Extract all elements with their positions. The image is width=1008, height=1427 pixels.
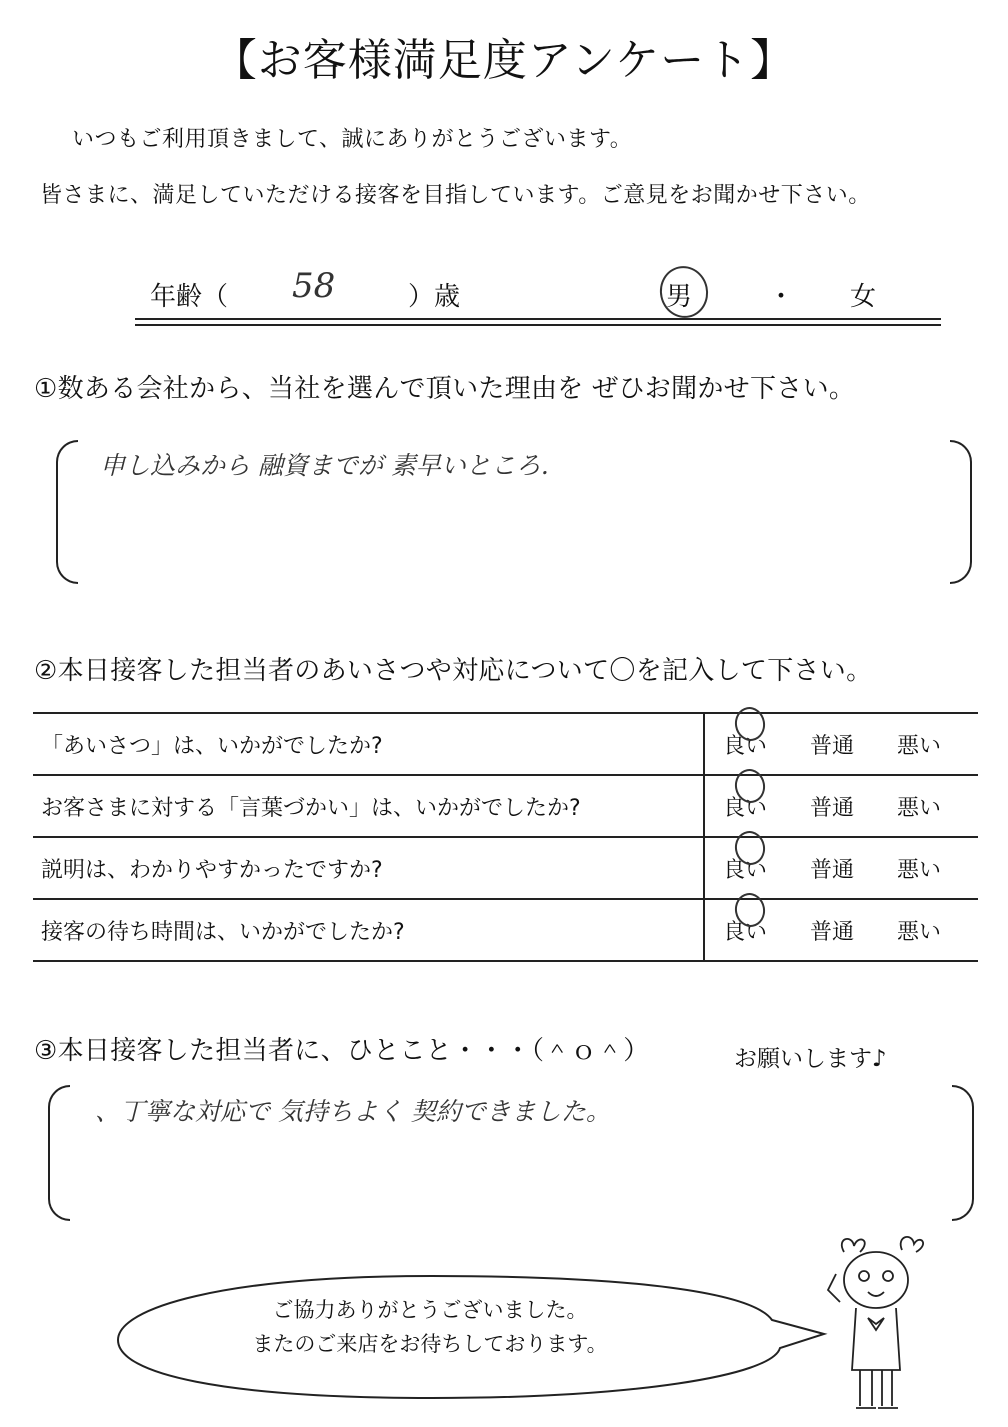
- table-row: [33, 775, 978, 837]
- rating-options: [704, 775, 978, 837]
- age-label: 年齢（: [150, 282, 229, 312]
- option-good[interactable]: 良い: [723, 791, 803, 822]
- rating-options: [704, 899, 978, 961]
- q2-question: ②本日接客した担当者のあいさつや対応について〇を記入して下さい。: [34, 656, 873, 686]
- option-good[interactable]: 良い: [723, 729, 803, 760]
- intro-line-1: いつもご利用頂きまして、誠にありがとうございます。: [72, 127, 633, 152]
- table-row: [33, 713, 978, 775]
- q3-bracket-left: [48, 1085, 70, 1221]
- age-value[interactable]: 58: [292, 266, 336, 306]
- age-underline-bottom: [135, 324, 941, 326]
- q1-answer[interactable]: 申し込みから 融資までが 素早いところ.: [100, 451, 549, 480]
- row-label-explanation: 説明は、わかりやすかったですか?: [33, 837, 704, 899]
- gender-separator: ・: [768, 282, 795, 312]
- option-normal[interactable]: 普通: [810, 919, 855, 945]
- rating-options: [704, 837, 978, 899]
- q3-question: ③本日接客した担当者に、ひとこと・・・（＾ｏ＾）: [34, 1036, 650, 1066]
- thanks-line-1: ご協力ありがとうございました。: [272, 1298, 588, 1322]
- gender-selected-circle: [655, 262, 713, 323]
- gender-female-option[interactable]: 女: [850, 282, 877, 312]
- option-bad[interactable]: 悪い: [897, 857, 942, 883]
- option-normal[interactable]: 普通: [810, 733, 855, 759]
- q1-bracket-left: [56, 440, 78, 584]
- q3-bracket-right: [952, 1085, 974, 1221]
- table-row: [33, 837, 978, 899]
- table-row: [33, 899, 978, 961]
- rating-options: [704, 713, 978, 775]
- row-label-greeting: 「あいさつ」は、いかがでしたか?: [33, 713, 704, 775]
- option-normal[interactable]: 普通: [810, 857, 855, 883]
- option-bad[interactable]: 悪い: [897, 795, 942, 821]
- rating-table: [33, 712, 978, 962]
- page-title: 【お客様満足度アンケート】: [212, 35, 796, 86]
- q1-question: ①数ある会社から、当社を選んで頂いた理由を ぜひお聞かせ下さい。: [34, 374, 856, 404]
- option-good[interactable]: 良い: [723, 853, 803, 884]
- row-label-wait-time: 接客の待ち時間は、いかがでしたか?: [33, 899, 704, 961]
- mascot-illustration: [820, 1230, 940, 1420]
- q1-bracket-right: [950, 440, 972, 584]
- option-bad[interactable]: 悪い: [897, 733, 942, 759]
- q3-answer[interactable]: 、丁寧な対応で 気持ちよく 契約できました。: [95, 1097, 611, 1126]
- age-suffix: ）歳: [408, 282, 461, 312]
- q3-request: お願いします♪: [734, 1046, 887, 1072]
- option-normal[interactable]: 普通: [810, 795, 855, 821]
- gender-male-label: 男: [666, 282, 693, 312]
- option-good[interactable]: 良い: [723, 915, 803, 946]
- row-label-wording: お客さまに対する「言葉づかい」は、いかがでしたか?: [33, 775, 704, 837]
- option-bad[interactable]: 悪い: [897, 919, 942, 945]
- thanks-line-2: またのご来店をお待ちしております。: [252, 1332, 608, 1356]
- age-underline-top: [135, 318, 941, 320]
- gender-male-option[interactable]: [666, 276, 692, 313]
- intro-line-2: 皆さまに、満足していただける接客を目指しています。ご意見をお聞かせ下さい。: [40, 183, 871, 208]
